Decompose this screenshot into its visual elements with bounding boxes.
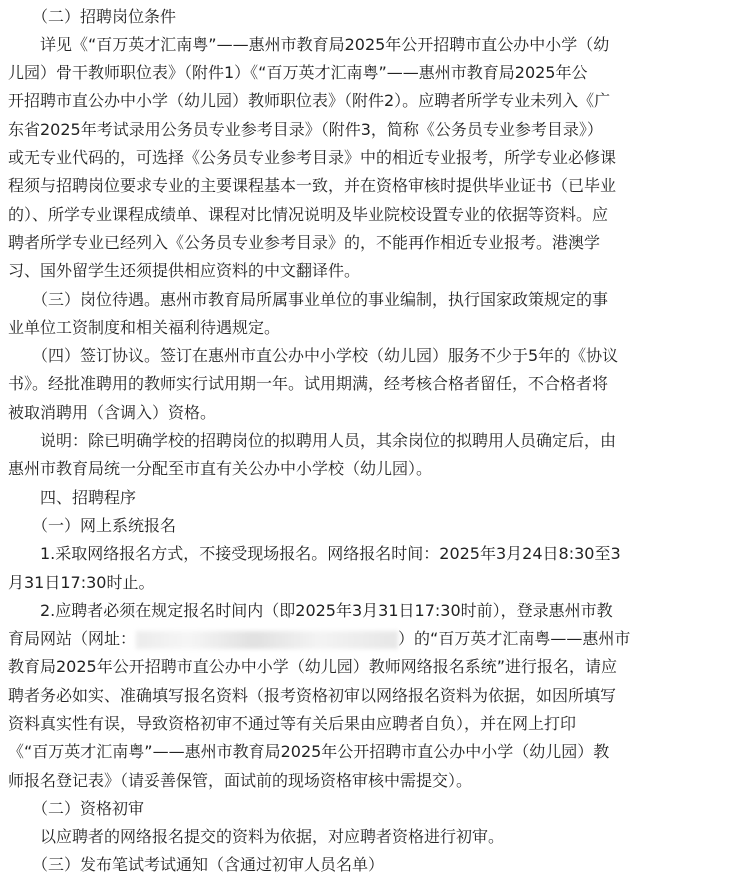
paragraph-line: 月31日17:30时止。: [8, 573, 155, 592]
paragraph-line: （三）岗位待遇。惠州市教育局所属事业单位的事业编制，执行国家政策规定的事: [8, 290, 609, 309]
paragraph-line: 书》。经批准聘用的教师实行试用期一年。试用期满，经考核合格者留任，不合格者将: [8, 374, 609, 393]
paragraph-line: 2.应聘者必须在规定报名时间内（即2025年3月31日17:30时前），登录惠州市教: [8, 601, 613, 620]
url-suffix: ）: [398, 629, 415, 648]
url-prefix: 育局网站（网址：: [8, 629, 137, 648]
section-heading: 四、招聘程序: [8, 488, 137, 507]
section-subheading: （二）资格初审: [8, 799, 145, 818]
paragraph-line-with-redaction: [8, 624, 630, 654]
section-heading: （二）招聘岗位条件: [8, 7, 177, 26]
paragraph-line: 教育局2025年公开招聘市直公办中小学（幼儿园）教师网络报名系统”进行报名，请应: [8, 657, 618, 676]
paragraph-line: （四）签订协议。签订在惠州市直公办中小学校（幼儿园）服务不少于5年的《协议: [8, 346, 619, 365]
paragraph-line: 师报名登记表》（请妥善保管，面试前的现场资格审核中需提交）。: [8, 771, 473, 790]
paragraph-line: 聘者所学专业已经列入《公务员专业参考目录》的，不能再作相近专业报考。港澳学: [8, 233, 601, 252]
paragraph-line: 或无专业代码的，可选择《公务员专业参考目录》中的相近专业报考，所学专业必修课: [8, 148, 617, 167]
paragraph-line: 儿园）骨干教师职位表》（附件1）《“百万英才汇南粤”——惠州市教育局2025年公: [8, 63, 588, 82]
paragraph-line: 的）、所学专业课程成绩单、课程对比情况说明及毕业院校设置专业的依据等资料。应: [8, 205, 609, 224]
paragraph-line: 以应聘者的网络报名提交的资料为依据，对应聘者资格进行初审。: [8, 827, 505, 846]
paragraph-line: 被取消聘用（含调入）资格。: [8, 403, 217, 422]
paragraph-line: 资料真实性有误，导致资格初审不通过等有关后果由应聘者自负），并在网上打印: [8, 714, 577, 733]
paragraph-line: 1.采取网络报名方式，不接受现场报名。网络报名时间：2025年3月24日8:30至3: [8, 544, 621, 563]
paragraph-line: 东省2025年考试录用公务员专业参考目录》（附件3，简称《公务员专业参考目录》）: [8, 120, 603, 139]
paragraph-line: 聘者务必如实、准确填写报名资料（报考资格初审以网络报名资料为依据，如因所填写: [8, 686, 617, 705]
paragraph-line: 说明：除已明确学校的招聘岗位的拟聘用人员，其余岗位的拟聘用人员确定后，由: [8, 431, 617, 450]
paragraph-line: 详见《“百万英才汇南粤”——惠州市教育局2025年公开招聘市直公办中小学（幼: [8, 35, 610, 54]
paragraph-text: 的“百万英才汇南粤——惠州市: [414, 629, 631, 648]
paragraph-line: 《“百万英才汇南粤”——惠州市教育局2025年公开招聘市直公办中小学（幼儿园）教: [8, 742, 610, 761]
paragraph-line: 开招聘市直公办中小学（幼儿园）教师职位表》（附件2）。应聘者所学专业未列入《广: [8, 91, 611, 110]
paragraph-line: 惠州市教育局统一分配至市直有关公办中小学校（幼儿园）。: [8, 459, 433, 478]
redacted-url-blur: [136, 631, 398, 649]
section-subheading: （三）发布笔试考试通知（含通过初审人员名单）: [8, 855, 385, 874]
paragraph-line: 习、国外留学生还须提供相应资料的中文翻译件。: [8, 261, 361, 280]
paragraph-line: 程须与招聘岗位要求专业的主要课程基本一致，并在资格审核时提供毕业证书（已毕业: [8, 176, 617, 195]
paragraph-line: 业单位工资制度和相关福利待遇规定。: [8, 318, 281, 337]
section-subheading: （一）网上系统报名: [8, 516, 177, 535]
